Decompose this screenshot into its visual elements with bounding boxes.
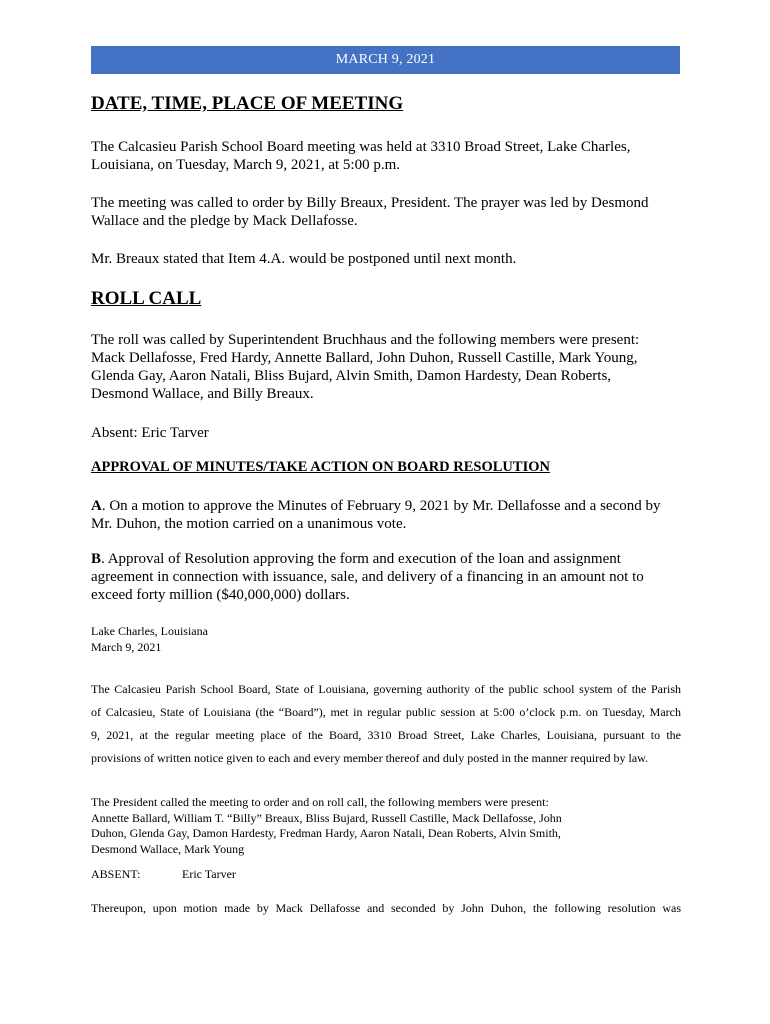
text-line: The meeting was called to order by Billy Breaux, President. The prayer was led by Desmond xyxy=(91,195,649,211)
text-line: exceed forty million ($40,000,000) dollars. xyxy=(91,587,350,603)
resolution-paragraph xyxy=(91,678,681,770)
item-a-label: A xyxy=(91,498,102,514)
heading-date-time-place: DATE, TIME, PLACE OF MEETING xyxy=(91,93,404,114)
resolution-place: Lake Charles, Louisiana xyxy=(91,624,208,638)
text-line: The Calcasieu Parish School Board, State of Louisiana, governing authority of the public school system of the Parish xyxy=(91,682,681,696)
text-line: Duhon, Glenda Gay, Damon Hardesty, Fredman Hardy, Aaron Natali, Dean Roberts, Alvin Smith, xyxy=(91,826,561,840)
absent-line: Absent: Eric Tarver xyxy=(91,425,209,441)
item-b-text: . Approval of Resolution approving the form and execution of the loan and assignment xyxy=(101,551,621,567)
resolution-date: March 9, 2021 xyxy=(91,639,162,654)
text-line: Annette Ballard, William T. “Billy” Breaux, Bliss Bujard, Russell Castille, Mack Dellafosse, John xyxy=(91,810,562,825)
call-to-order-paragraph xyxy=(91,194,681,230)
text-line: provisions of written notice given to each and every member thereof and duly posted in the manner required by law. xyxy=(91,751,649,765)
item-a-text: . On a motion to approve the Minutes of February 9, 2021 by Mr. Dellafosse and a second by xyxy=(101,498,661,514)
date-banner: MARCH 9, 2021 xyxy=(91,46,680,74)
text-line: The roll was called by Superintendent Bruchhaus and the following members were present: xyxy=(91,332,640,348)
item-b-label: B xyxy=(91,551,102,567)
text-line: Mr. Duhon, the motion carried on a unanimous vote. xyxy=(91,516,407,532)
resolution-absent-row xyxy=(91,867,236,882)
motion-paragraph xyxy=(91,897,681,920)
heading-approval-of-minutes: APPROVAL OF MINUTES/TAKE ACTION ON BOARD RESOLUTION xyxy=(91,459,550,475)
meeting-location-paragraph xyxy=(91,138,681,174)
heading-roll-call: ROLL CALL xyxy=(91,288,202,309)
text-line: Mack Dellafosse, Fred Hardy, Annette Ballard, John Duhon, Russell Castille, Mark Young, xyxy=(91,350,638,366)
text-line: Desmond Wallace, Mark Young xyxy=(91,841,245,856)
text-line: Thereupon, upon motion made by Mack Dellafosse and seconded by John Duhon, the following resolution was xyxy=(91,901,681,915)
absent-name: Eric Tarver xyxy=(182,867,236,881)
text-line: Louisiana, on Tuesday, March 9, 2021, at 5:00 p.m. xyxy=(91,157,401,173)
text-line xyxy=(91,550,681,568)
absent-label: ABSENT: xyxy=(91,867,141,881)
text-line: The President called the meeting to order and on roll call, the following members were present: xyxy=(91,795,549,809)
postponement-paragraph: Mr. Breaux stated that Item 4.A. would be postponed until next month. xyxy=(91,251,517,267)
item-a-paragraph xyxy=(91,497,681,533)
text-line: 9, 2021, at the regular meeting place of the Board, 3310 Broad Street, Lake Charles, Louisiana, pursuant to the xyxy=(91,728,681,742)
text-line: Glenda Gay, Aaron Natali, Bliss Bujard, Alvin Smith, Damon Hardesty, Dean Roberts, xyxy=(91,368,612,384)
text-line: of Calcasieu, State of Louisiana (the “Board”), met in regular public session at 5:00 o’clock p.m. on Tuesday, March xyxy=(91,705,681,719)
resolution-place-date xyxy=(91,624,681,655)
roll-call-paragraph xyxy=(91,331,681,403)
text-line: The Calcasieu Parish School Board meeting was held at 3310 Broad Street, Lake Charles, xyxy=(91,139,631,155)
item-b-paragraph xyxy=(91,550,681,604)
text-line xyxy=(91,497,681,515)
text-line: Desmond Wallace, and Billy Breaux. xyxy=(91,386,314,402)
resolution-roll-call-paragraph xyxy=(91,795,681,857)
text-line: agreement in connection with issuance, sale, and delivery of a financing in an amount not to xyxy=(91,569,644,585)
text-line: Wallace and the pledge by Mack Dellafosse. xyxy=(91,213,358,229)
